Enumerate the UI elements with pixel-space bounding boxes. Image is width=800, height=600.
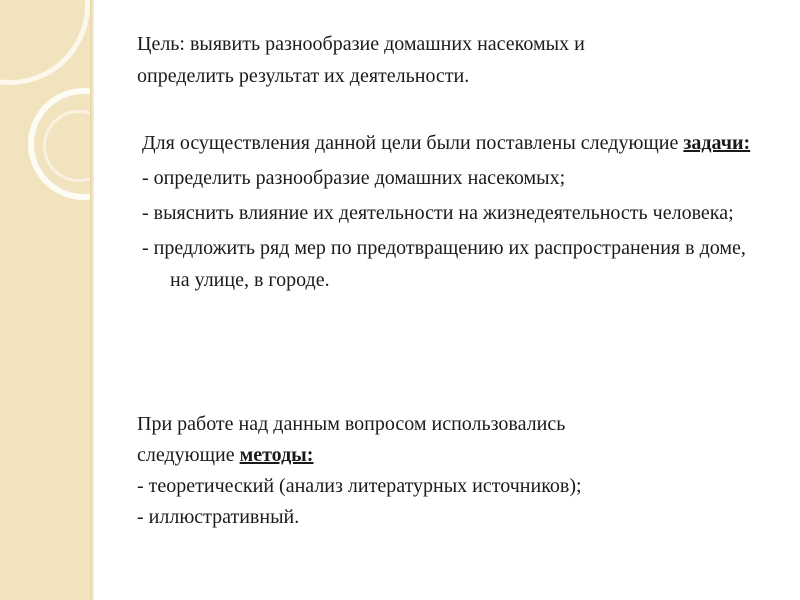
decorative-ring-icon (0, 0, 90, 85)
tasks-intro-text: Для осуществления данной цели были поставлены следующие (142, 132, 684, 154)
side-band-edge (90, 0, 94, 600)
tasks-keyword: задачи: (683, 132, 751, 154)
methods-intro: При работе над данным вопросом использовались (137, 413, 566, 435)
methods-keyword: методы: (239, 444, 314, 466)
decorative-side-band (0, 0, 90, 600)
task-item: - выяснить влияние их деятельности на жизнедеятельность человека; (142, 202, 734, 224)
goal-line: определить результат их деятельности. (137, 65, 470, 87)
goal-line: Цель: выявить разнообразие домашних насекомых и (137, 33, 585, 55)
methods-section (137, 409, 777, 533)
task-item: - предложить ряд мер по предотвращению их распространения в доме, на улице, в городе. (142, 237, 746, 291)
tasks-intro (142, 127, 762, 159)
goal-statement (137, 28, 777, 92)
methods-prefix: следующие (137, 444, 240, 466)
method-item: - теоретический (анализ литературных источников); (137, 475, 582, 497)
method-item: - иллюстративный. (137, 506, 300, 528)
tasks-section (142, 127, 762, 299)
methods-intro-line2 (137, 440, 777, 471)
task-item: - определить разнообразие домашних насекомых; (142, 167, 566, 189)
